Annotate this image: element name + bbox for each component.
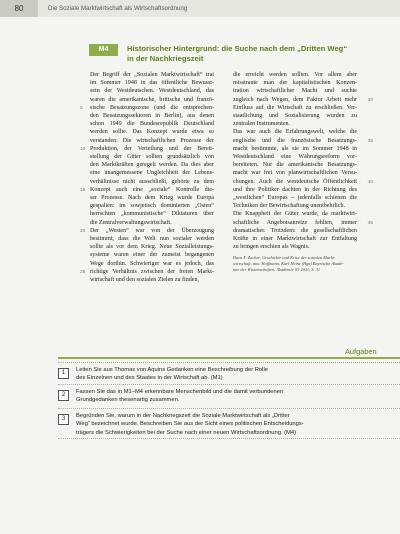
text-line: bereiteten. Nur die amerikanische Besatzungs- [233,162,357,169]
text-line: herrschten „kommunistische“ Diktaturen über [90,211,214,218]
task-text [76,388,386,405]
tasks-divider [58,357,400,359]
text-line: tration wirtschaftlicher Macht und suchte [233,88,357,95]
text-line: bestimmt, dass die Welt nun sozialer werden [90,236,214,243]
task-text [76,412,386,437]
text-line: verhältnisse nicht ausschließt, gehörte zu dem [90,178,214,185]
source-citation: Hans F. Zacher, Geschichte und Krise der sozialen Markt- [233,255,336,261]
text-line: macht war frei von planwirtschaftlichen Versu- [233,170,357,177]
text-line: sollte als vor dem Krieg. Neue Sozialleistungs- [90,244,214,251]
task-text-line: Grundgedanken thesenartig zusammen. [76,397,180,404]
text-line: Der Begriff der „Sozialen Marktwirtschaft“ trat [90,72,214,78]
text-line: verstanden: Die wirtschaftlichen Prozesse der [90,137,214,144]
text-line: zugleich nach Wegen, dem Faktor Arbeit mehr [233,96,357,103]
line-number: 20 [80,228,86,234]
task-text-line: trägers die Schwierigkeiten bei der Suche nach einer neuen Wirtschaftsordnung. (M4) [76,429,297,436]
line-number: 45 [367,220,373,226]
line-number: 35 [367,138,373,144]
text-line: ser Prozesse. Nach dem Krieg wurde Europa [90,195,214,202]
dotted-separator [58,384,400,385]
text-line: zu bringen erschien als Wagnis. [233,244,310,251]
task-text [76,366,386,383]
text-line: eine unangemessene Ungleichheit der Lebens- [90,170,214,177]
text-line: den Marktkräften geregelt werden. Da dies aber [90,162,214,169]
text-line: stellung der Güter sollten grundsätzlich von [90,154,214,161]
task-text-line: Leiten Sie aus Thomas von Aquins Gedanken eine Beschreibung der Rolle [76,367,268,373]
line-number: 15 [80,187,86,193]
line-number: 30 [367,97,373,103]
material-tag: M4 [89,44,118,56]
task-text-line: des Einzelnen und des Staates in der Wirtschaft ab. (M1) [76,375,223,382]
task-text-line: Begründen Sie, warum in der Nachkriegszeit die Soziale Marktwirtschaft als „Dritter [76,413,290,419]
text-line: „westlichen“ Europas – jedenfalls schienen die [233,195,357,202]
text-line: dramatischer. Trotzdem: die gesellschaftlichen [233,227,357,234]
line-number: 5 [80,105,83,111]
text-line: die erreicht werden sollten. Vor allem aber [233,72,357,78]
text-line: Die Knappheit der Güter wurde, da marktwirt- [233,211,357,218]
section-title-line: Historischer Hintergrund: die Suche nach dem „Dritten Weg“ [127,44,348,53]
text-line: Produktion, der Verteilung und der Bereit- [90,145,214,152]
text-line: staatlichung und Sozialisierung wurden zu [233,113,357,120]
text-line: systeme waren einer der zumeist begangenen [90,252,214,259]
text-line: Wege dorthin. Schwieriger war es jedoch, das [90,260,214,267]
line-number: 40 [367,179,373,185]
text-line: englische und die französische Besatzungs- [233,137,357,144]
task-text-line: Weg“ bezeichnet wurde. Beschreiben Sie aus der Sicht eines politischen Entscheidungs- [76,421,304,428]
text-line: Einfluss auf die Wirtschaft zu erschließen. Ver- [233,104,357,111]
task-number: 2 [58,390,69,401]
text-line: schaftliche Angebotsanreize fehlten, immer [233,219,357,226]
page-header [0,0,400,17]
task-text-line: Fassen Sie das in M1–M4 erkennbare Menschenbild und die damit verbundenen [76,389,284,395]
line-number: 10 [80,146,86,152]
text-line: wirtschaft und den sozialen Zielen zu finden, [90,277,199,284]
dotted-separator [58,362,400,363]
text-line: und ihre Politiker dachten in der Richtung des [233,186,357,193]
section-title [127,44,367,63]
dotted-separator [58,438,400,439]
source-citation: mie der Wissenschaften, Akademie 03-2011, S. 31 [233,267,321,273]
text-line: waren die amerikanische, britische und franzö- [90,96,214,103]
text-column-right [233,71,373,273]
text-line: Konzept auch eine „soziale“ Kontrolle die- [90,186,214,193]
text-line: Der „Westen“ war von der Überzeugung [90,227,214,234]
text-line: Kräfte in einer Marktwirtschaft zur Entfaltung [233,236,357,243]
text-line: zentralen Instrumenten. [233,121,291,128]
text-line: gespalten: im sowjetisch dominierten „Osten“ [90,203,214,210]
text-line: misstraute man der kapitalistischen Konzen- [233,80,357,87]
text-line: sische Besatzungszone (und die entsprechen- [90,104,214,111]
text-line: die Zentralverwaltungswirtschaft. [90,219,172,226]
text-line: Westdeutschland eine Währungsreform vor- [233,154,357,161]
text-line: im Sommer 1948 in das öffentliche Bewusst- [90,80,214,87]
task-number: 3 [58,414,69,425]
tasks-heading: Aufgaben [345,347,377,356]
text-line: chungen. Auch die westdeutsche Öffentlichkeit [233,178,357,185]
section-title-line: in der Nachkriegszeit [127,53,204,63]
text-line: schon 1949 die Bundesrepublik Deutschland [90,121,214,128]
text-line: Techniken der Bewirtschaftung unentbehrlich. [233,203,346,210]
text-line: macht bestimmte, als sie im Sommer 1948 in [233,145,357,152]
text-column-left [80,71,214,284]
text-line: Das war auch die Erfahrungswelt, welche die [233,129,357,136]
task-number: 1 [58,368,69,379]
text-line: werden sollte. Das Konzept wurde etwa so [90,129,214,136]
page-number: 80 [0,0,38,17]
line-number: 25 [80,269,86,275]
dotted-separator [58,408,400,409]
source-citation: wirtschaft, aus: Hoffmann, Karl Heinz (Hgs) Bayrische Akade- [233,261,344,267]
text-line: sein der Westdeutschen. Westdeutschland, das [90,88,214,95]
text-line: den Besatzungssektoren in Berlin), aus denen [90,113,214,120]
text-line: richtige Verhältnis zwischen der freien Markt- [90,268,214,275]
running-title: Die Soziale Marktwirtschaft als Wirtschaftsordnung [48,5,188,12]
